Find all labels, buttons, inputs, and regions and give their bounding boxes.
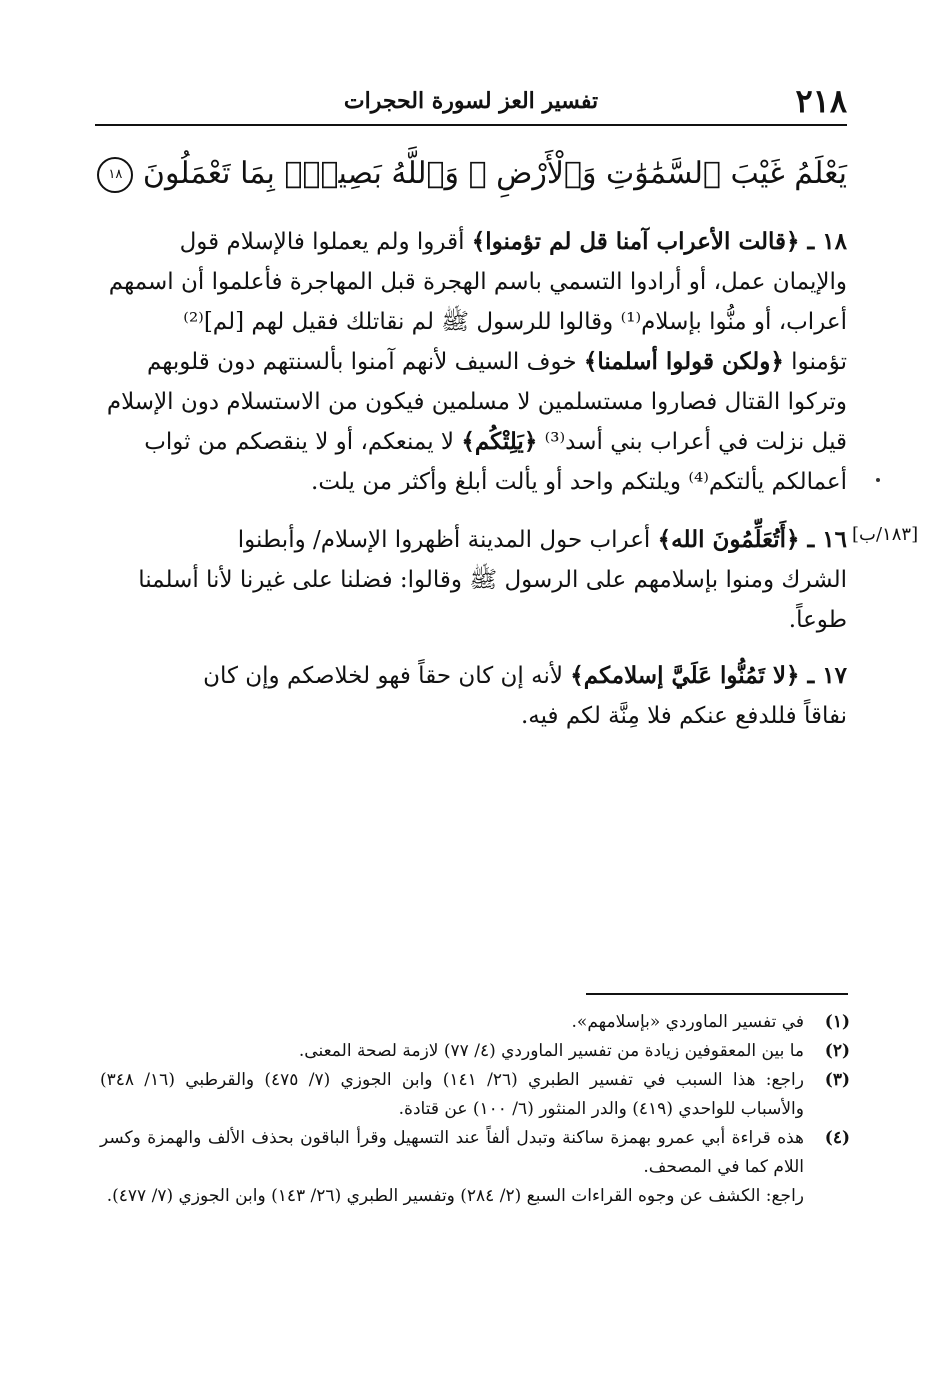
commentary-paragraph-17 <box>95 656 847 736</box>
paragraph-line: الشرك ومنوا بإسلامهم على الرسول ﷺ وقالوا: فضلنا على غيرنا لأنا أسلمنا <box>138 567 847 593</box>
quran-quote: ﴿يَلِتْكُم﴾ <box>461 428 538 455</box>
footnote-text: راجع: هذا السبب في تفسير الطبري (٢٦/ ١٤١) وابن الجوزي (٧/ ٤٧٥) والقرطبي (١٦/ ٣٤٨) والأسباب للواحدي (٤١٩) والدر المنثور (٦/ ١٠٠) عن قتادة. <box>100 1070 804 1119</box>
line-text: تؤمنوا <box>783 349 847 375</box>
footnote-number: (٣) <box>824 1070 850 1090</box>
quran-quote: ﴿قالت الأعراب آمنا قل لم تؤمنوا﴾ <box>471 228 800 255</box>
footnote <box>100 1037 850 1066</box>
footnotes <box>100 1008 850 1211</box>
line-text: لأنه إن كان حقاً فهو لخلاصكم وإن كان <box>203 663 571 689</box>
paragraph-line: أعراب، أو منُّوا بإسلام⁽¹⁾ وقالوا للرسول ﷺ لم نقاتلك فقيل لهم [لم]⁽²⁾ <box>183 309 847 335</box>
line-text: قيل نزلت في أعراب بني أسد⁽³⁾ <box>537 429 847 455</box>
paragraph-line: نفاقاً فللدفع عنكم فلا مِنَّة لكم فيه. <box>520 703 847 729</box>
paragraph-line <box>95 656 847 696</box>
line-text: أعراب حول المدينة أظهروا الإسلام/ وأبطنوا <box>237 527 658 553</box>
verse-number: ١٧ ـ <box>799 662 847 689</box>
paragraph-line: طوعاً. <box>788 607 847 633</box>
footnote-continuation: راجع: الكشف عن وجوه القراءات السبع (٢/ ٢٨٤) وتفسير الطبري (٢٦/ ١٤٣) وابن الجوزي (٧/ ٤٧٧). <box>106 1186 804 1206</box>
footnote-text: ما بين المعقوفين زيادة من تفسير الماوردي (٤/ ٧٧) لازمة لصحة المعنى. <box>298 1041 804 1061</box>
quran-quote: ﴿لا تَمُنُّوا عَلَيَّ إسلامكم﴾ <box>570 662 800 689</box>
header-rule <box>95 124 847 126</box>
paragraph-line <box>95 520 847 560</box>
ayah-number-marker: ١٨ <box>97 157 133 193</box>
quran-quote: ﴿أَتُعَلِّمُونَ الله﴾ <box>657 526 800 553</box>
footnote-separator <box>586 993 848 995</box>
footnote-text: في تفسير الماوردي «بإسلامهم». <box>571 1012 804 1032</box>
footnote-number: (٢) <box>824 1041 850 1061</box>
margin-dot <box>876 478 880 482</box>
commentary-paragraph-18 <box>95 222 847 502</box>
line-text: لا يمنعكم، أو لا ينقصكم من ثواب <box>144 429 462 455</box>
paragraph-line: والإيمان عمل، أو أرادوا التسمي باسم الهجرة قبل المهاجرة فأعلموا أن اسمهم <box>108 269 847 295</box>
page-header <box>95 80 847 120</box>
verse-number: ١٨ ـ <box>799 228 847 255</box>
manuscript-folio-ref: [١٨٣/ب] <box>852 524 919 545</box>
page-number: ٢١٨ <box>795 82 847 120</box>
paragraph-line: أعمالكم يألتكم⁽⁴⁾ ويلتكم واحد أو يألت أبلغ وأكثر من يلت. <box>311 469 847 495</box>
verse-text: يَعْلَمُ غَيْبَ ٱلسَّمَٰوَٰتِ وَٱلْأَرْضِ ۚ وَٱللَّهُ بَصِيرٌۢ بِمَا تَعْمَلُونَ <box>142 156 847 191</box>
paragraph-line <box>95 422 847 462</box>
paragraph-line <box>95 222 847 262</box>
line-text: خوف السيف لأنهم آمنوا بألسنتهم دون قلوبهم <box>146 349 584 375</box>
running-title: تفسير العز لسورة الحجرات <box>343 88 599 114</box>
paragraph-line: وتركوا القتال فصاروا مستسلمين لا مسلمين فيكون من الاستسلام دون الإسلام <box>106 389 847 415</box>
footnote <box>100 1008 850 1037</box>
footnote-text: هذه قراءة أبي عمرو بهمزة ساكنة وتبدل ألفاً عند التسهيل وقرأ الباقون بحذف الألف والهمزة وكسر اللام كما في المصحف. <box>100 1128 804 1177</box>
footnote-number: (١) <box>824 1012 850 1032</box>
paragraph-line <box>95 342 847 382</box>
footnote-number: (٤) <box>824 1128 850 1148</box>
footnote <box>100 1124 850 1182</box>
verse-number: ١٦ ـ <box>799 526 847 553</box>
quran-verse <box>108 150 847 198</box>
quran-quote: ﴿ولكن قولوا أسلمنا﴾ <box>583 348 784 375</box>
commentary-paragraph-16 <box>95 520 847 640</box>
line-text: أقروا ولم يعملوا فالإسلام قول <box>179 229 472 255</box>
footnote <box>100 1066 850 1124</box>
